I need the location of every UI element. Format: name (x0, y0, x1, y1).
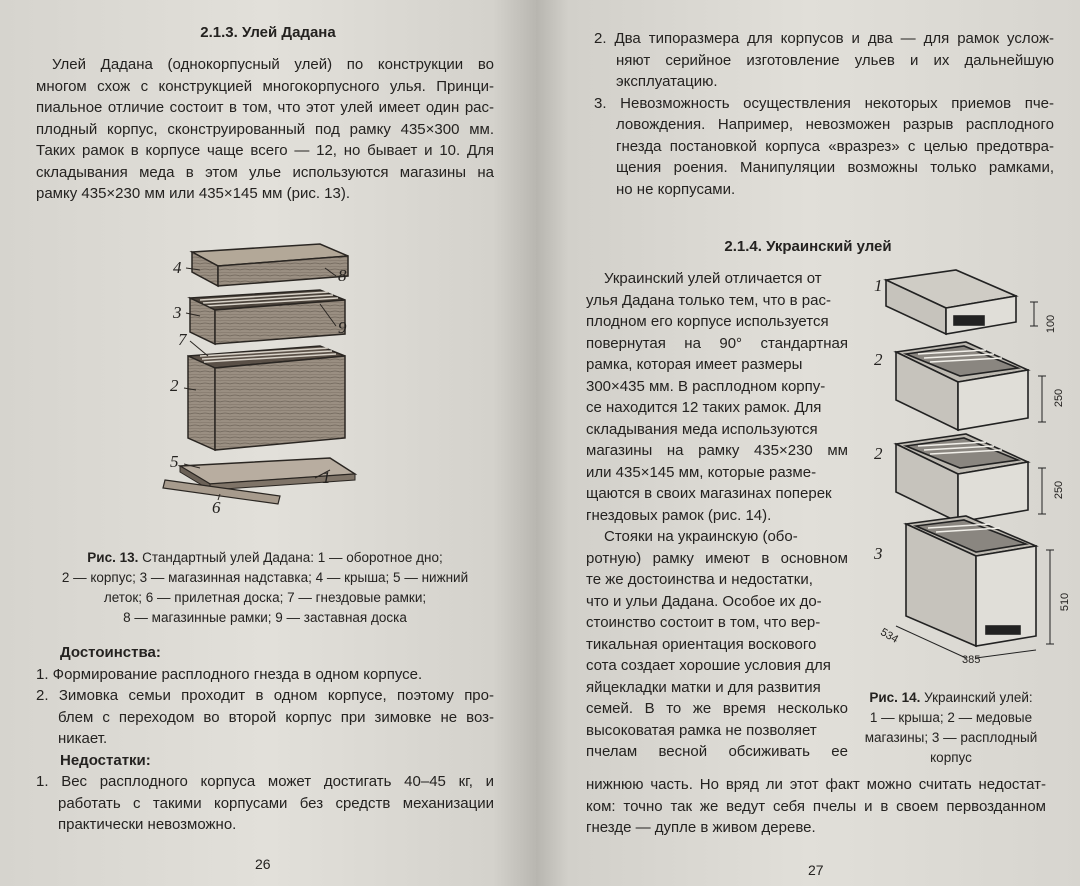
text-line: многом схож с конструкцией многокорпусного улья. Принци- (36, 77, 494, 95)
intro-paragraph (36, 54, 494, 205)
list-item: 2. Зимовка семьи проходит в одном корпусе, поэтому про- (36, 687, 494, 704)
ukrainian-body-column (586, 268, 848, 763)
fig14-label-super-a: 2 (874, 350, 883, 369)
text-line: гнездовых рамок (рис. 14). (586, 506, 772, 524)
text-line: повернутая на 90° стандартная (586, 334, 848, 352)
dim-brood-height: 510 (1059, 592, 1072, 612)
text-line: или 435×145 мм, которые разме- (586, 463, 817, 481)
text-line: ротную) рамку имеют в основном (586, 549, 848, 567)
caption-line: Рис. 14. Украинский улей: (869, 690, 1033, 705)
caption-line: магазины; 3 — расплодный (864, 730, 1038, 745)
text-line: рамка, которая имеет размеры (586, 356, 803, 373)
dim-super-height-a: 250 (1053, 388, 1066, 408)
ukrainian-hive-illustration (866, 266, 1066, 686)
text-line: нижнюю часть. Но вряд ли этот факт можно считать недостат- (586, 776, 1046, 793)
list-item: эксплуатацию. (616, 73, 718, 90)
fig13-label-entrance: 5 (170, 452, 179, 471)
text-line: гнезде — дупле в живом дереве. (586, 819, 816, 836)
text-line: 300×435 мм. В расплодном корпу- (586, 377, 826, 395)
fig14-label-brood: 3 (874, 544, 883, 563)
text-line: семей. В то же время несколько (586, 700, 848, 717)
caption-lead: Рис. 14. (869, 690, 921, 705)
caption-line: 1 — крыша; 2 — медовые (869, 710, 1033, 725)
text-line: высоковатая рамка не позволяет (586, 721, 817, 739)
text-line: те же достоинства и недостатки, (586, 571, 813, 588)
text-line: сота создает хорошие условия для (586, 657, 831, 674)
text-line: Таких рамок в корпусе чаще всего — 12, но бывает и 10. Для (36, 142, 494, 159)
text-line: Стояки на украинскую (обо- (604, 528, 798, 545)
text-line: тикальная ориентация воскового (586, 635, 817, 653)
section-heading-ukrainian: 2.1.4. Украинский улей (724, 238, 892, 255)
text-line: складывания меда используются (586, 420, 818, 438)
text-line: что и ульи Дадана. Особое их до- (586, 592, 822, 610)
caption-line: 8 — магазинные рамки; 9 — заставная доска (123, 610, 407, 625)
list-item: работать с такими корпусами без средств механизации (58, 794, 494, 812)
list-item: гнезда постановкой корпуса «вразрез» с целью предотвра- (616, 137, 1054, 155)
dim-roof-height: 100 (1045, 314, 1058, 334)
fig13-label-divider: 9 (338, 318, 347, 337)
text-line: Украинский улей отличается от (604, 270, 822, 287)
text-line: стоинство состоит в том, что вер- (586, 614, 821, 631)
figure-13-caption (40, 548, 490, 628)
text-line: плодном его корпусе используется (586, 313, 829, 330)
dim-super-height-b: 250 (1053, 480, 1066, 500)
fig13-label-landing: 6 (212, 498, 221, 517)
cons-heading: Недостатки: (60, 751, 151, 769)
pros-cons-section (36, 642, 494, 836)
list-item: ловождения. Например, невозможен разрыв расплодного (616, 116, 1054, 133)
list-item: няют серийное изготовление ульев и их дальнейшую (616, 51, 1054, 69)
caption-line: 2 — корпус; 3 — магазинная надставка; 4 — крыша; 5 — нижний (61, 570, 469, 585)
cons-continued-list (594, 28, 1054, 200)
fig14-label-roof: 1 (874, 276, 883, 295)
text-line: щаются в своих магазинах поперек (586, 485, 832, 502)
fig13-label-brood-frames: 7 (178, 330, 187, 349)
page-left (0, 0, 536, 886)
list-item: 1. Вес расплодного корпуса может достигать 40–45 кг, и (36, 773, 494, 790)
dadant-hive-illustration (160, 238, 380, 528)
fig14-label-super-b: 2 (874, 444, 883, 463)
text-line: улья Дадана только тем, что в рас- (586, 291, 831, 309)
list-item: блем с переходом во второй корпус при зимовке не воз- (58, 708, 494, 726)
ukrainian-body-full-width (586, 774, 1046, 839)
figure-14-caption (854, 688, 1048, 768)
list-item: 2. Два типоразмера для корпусов и два — для рамок услож- (594, 30, 1054, 47)
fig13-label-super: 3 (173, 303, 182, 322)
section-heading-dadant: 2.1.3. Улей Дадана (200, 24, 336, 41)
text-line: плодный корпус, сконструированный под рамку 435×300 мм. (36, 120, 494, 138)
pros-heading: Достоинства: (60, 644, 161, 661)
list-item: никает. (58, 730, 108, 747)
page-number-left: 26 (255, 856, 271, 872)
caption-line: корпус (930, 750, 972, 765)
fig13-label-body: 2 (170, 376, 179, 395)
text-line: яйцекладки матки и для развития (586, 678, 821, 696)
caption-line: Рис. 13. Стандартный улей Дадана: 1 — оборотное дно; (87, 550, 443, 565)
dim-brood-depth: 534 (878, 626, 901, 646)
dim-brood-width: 385 (962, 654, 981, 666)
brood-body-shape (188, 356, 215, 450)
text-line: Улей Дадана (однокорпусный улей) по конструкции во (52, 56, 494, 73)
list-item: щения роения. Манипуляции возможны только рамками, (616, 159, 1054, 176)
list-item: 3. Невозможность осуществления некоторых приемов пче- (594, 94, 1054, 112)
text-line: рамку 435×230 мм или 435×145 мм (рис. 13). (36, 185, 351, 202)
page-right (536, 0, 1080, 886)
text-line: магазины на рамку 435×230 мм (586, 442, 848, 459)
fig13-label-roof: 4 (173, 258, 182, 277)
caption-line: леток; 6 — прилетная доска; 7 — гнездовые рамки; (103, 590, 427, 605)
list-item: 1. Формирование расплодного гнезда в одном корпусе. (36, 665, 423, 683)
text-line: складывания меда в этом улье используются магазины на (36, 163, 494, 181)
text-line: ком: точно так же ведут себя пчелы и в своем первозданном (586, 797, 1046, 815)
fig13-label-super-frames: 8 (338, 266, 347, 285)
page-number-right: 27 (808, 862, 824, 878)
caption-lead: Рис. 13. (87, 550, 139, 565)
list-item: но не корпусами. (616, 180, 736, 198)
fig13-label-bottom: 1 (322, 468, 331, 487)
text-line: се находится 12 таких рамок. Для (586, 399, 822, 416)
text-line: пиальное отличие состоит в том, что этот улей имеет один рас- (36, 99, 494, 116)
text-line: пчелам весной обсиживать ее (586, 743, 848, 760)
list-item: практически невозможно. (58, 816, 237, 833)
